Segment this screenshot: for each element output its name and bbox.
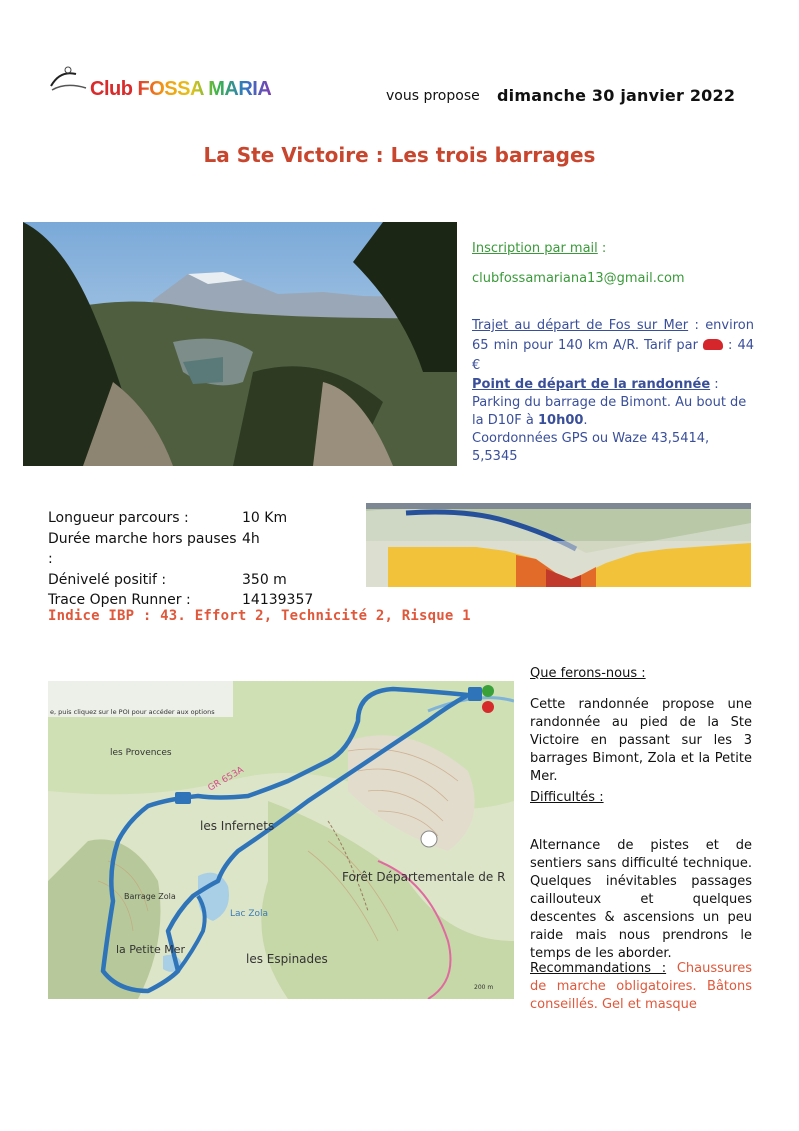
map-label-barrage: Barrage Zola [124,892,176,901]
inscription-heading: Inscription par mail : [472,241,607,256]
recommandations: Recommandations : Chaussures de marche obligatoires. Bâtons conseillés. Gel et masque [530,961,752,1012]
map-marker-icon [175,792,191,804]
programme-text: Cette randonnée propose une randonnée au pied de la Ste Victoire en passant sur les 3 barrages Bimont, Zola et la Petite Mer. [530,697,752,784]
map-hint: e, puis cliquez sur le POI pour accéder aux options [50,708,215,716]
map-label-foret: Forêt Départementale de R [342,870,506,884]
logo-text: Club FOSSA MARIA [90,78,272,100]
route-specs [48,508,313,611]
landscape-photo [23,222,457,466]
spec-row: Longueur parcours : 10 Km [48,510,288,526]
ibp-index: Indice IBP : 43. Effort 2, Technicité 2, Risque 1 [48,608,471,624]
difficultes-text: Alternance de pistes et de sentiers sans difficulté technique. Quelques inévitables passages caillouteux et quelques descentes & ascensions un peu raide mais nous prendrons le temps de les aborder. [530,838,752,961]
map-label-espinades: les Espinades [246,952,328,966]
event-date: dimanche 30 janvier 2022 [497,86,736,105]
map-label-provences: les Provences [110,748,172,758]
map-label-gr: GR 653A [206,765,246,794]
logo-emblem-icon [48,62,88,96]
depart-info: Point de départ de la randonnée : Parking du barrage de Bimont. Au bout de la D10F à 10h00. Coordonnées GPS ou Waze 43,5414, 5,5345 [472,377,747,464]
section-heading-difficultes: Difficultés : [530,790,604,805]
spec-row: Durée marche hors pauses : 4h [48,530,260,567]
map-scale: 200 m [474,984,494,991]
map-label-infernets: les Infernets [200,819,275,833]
map-label-zola: Lac Zola [230,909,269,919]
route-map[interactable] [48,681,514,999]
page-title: La Ste Victoire : Les trois barrages [203,143,596,167]
map-label-petite-mer: la Petite Mer [116,943,186,956]
elevation-profile-image [366,503,751,587]
email-link[interactable]: clubfossamariana13@gmail.com [472,271,685,286]
spec-row: Dénivelé positif : 350 m [48,571,287,588]
propose-text: vous propose [386,88,480,104]
section-heading-programme: Que ferons-nous : [530,666,646,681]
spec-row: Trace Open Runner : 14139357 [48,592,314,608]
trajet-info: Trajet au départ de Fos sur Mer : environ 65 min pour 140 km A/R. Tarif par : 44 € [472,318,754,373]
car-icon [703,339,723,350]
